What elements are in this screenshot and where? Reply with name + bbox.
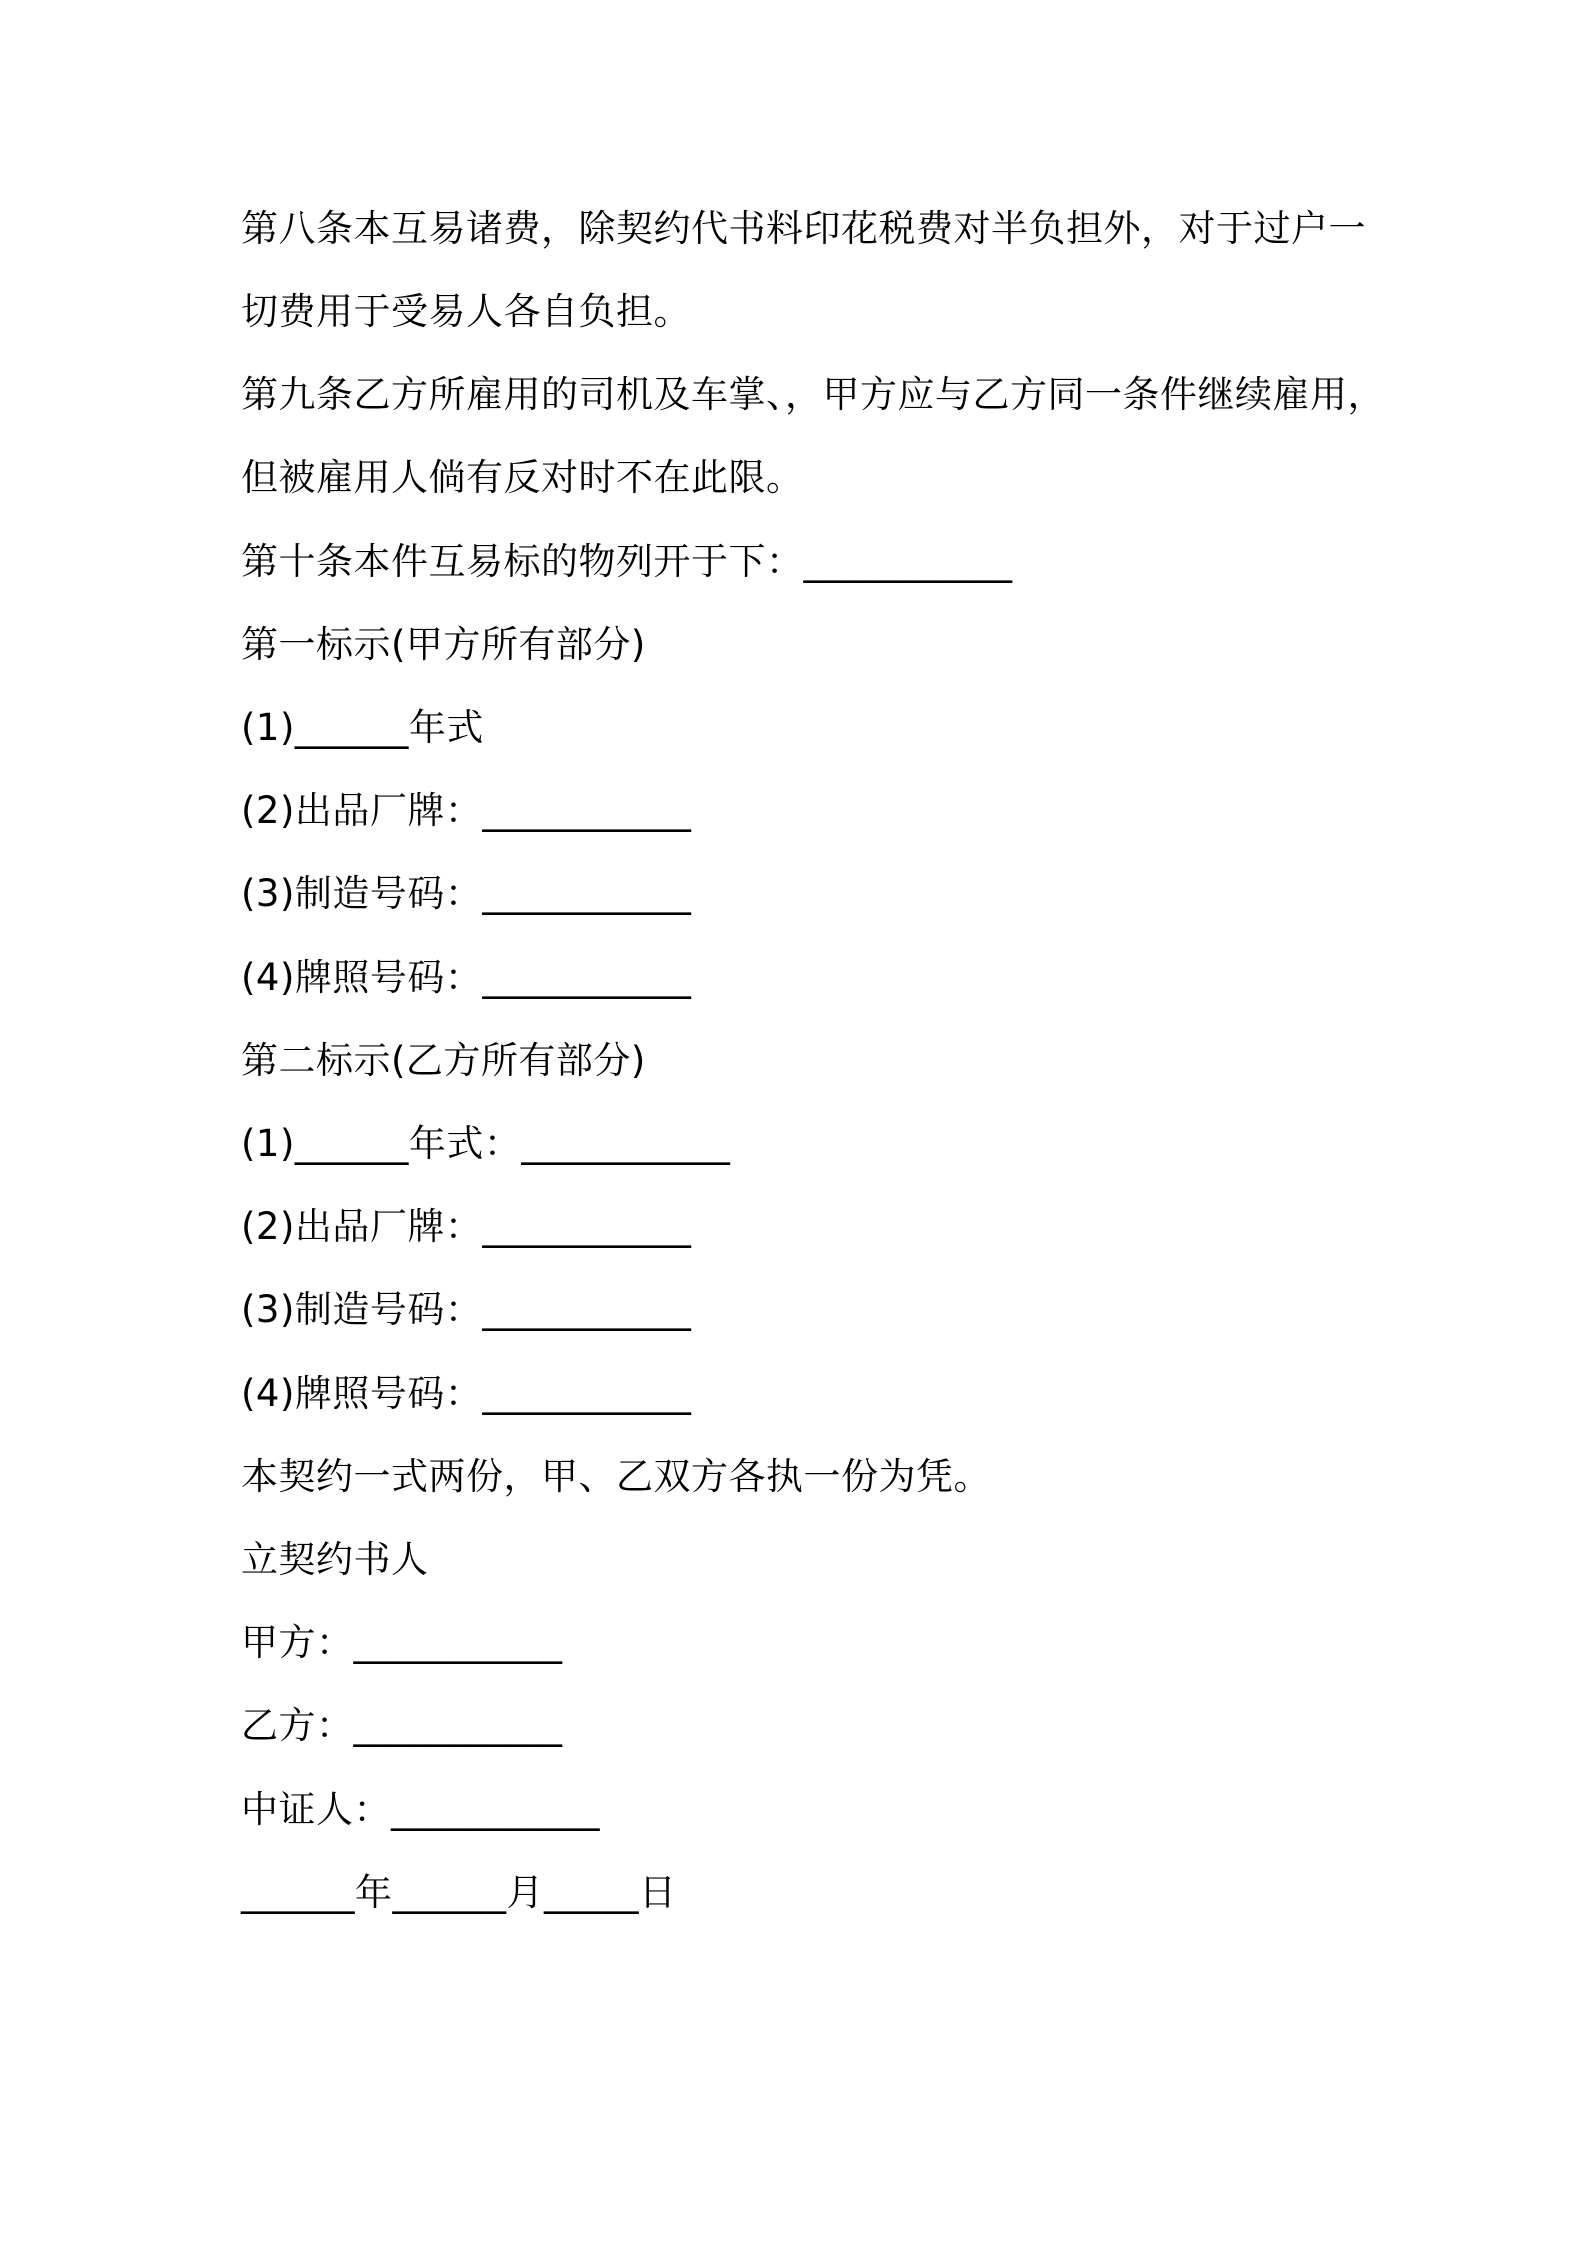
copies-clause: 本契约一式两份，甲、乙双方各执一份为凭。 bbox=[241, 1455, 991, 1498]
second-listing-item-3: (3)制造号码：___________ bbox=[241, 1288, 692, 1331]
article-9-line-2: 但被雇用人倘有反对时不在此限。 bbox=[241, 456, 804, 499]
first-listing-item-1: (1)______年式 bbox=[241, 706, 484, 749]
first-listing-item-4: (4)牌照号码：___________ bbox=[241, 956, 692, 999]
party-b-signature-line: 乙方：___________ bbox=[241, 1704, 563, 1747]
first-listing-item-3: (3)制造号码：___________ bbox=[241, 872, 692, 915]
first-listing-item-2: (2)出品厂牌：___________ bbox=[241, 789, 692, 832]
second-listing-item-4: (4)牌照号码：___________ bbox=[241, 1372, 692, 1415]
date-line: ______年______月_____日 bbox=[241, 1871, 677, 1914]
party-a-signature-line: 甲方：___________ bbox=[241, 1621, 563, 1664]
second-listing-item-2: (2)出品厂牌：___________ bbox=[241, 1205, 692, 1248]
witness-signature-line: 中证人：___________ bbox=[241, 1788, 600, 1831]
article-9-line-1: 第九条乙方所雇用的司机及车掌、，甲方应与乙方同一条件继续雇用， bbox=[241, 373, 1385, 416]
first-listing-heading: 第一标示(甲方所有部分) bbox=[241, 623, 646, 666]
article-8-line-1: 第八条本互易诸费，除契约代书料印花税费对半负担外，对于过户一 bbox=[241, 207, 1366, 250]
second-listing-item-1: (1)______年式：___________ bbox=[241, 1122, 731, 1165]
signatories-heading: 立契约书人 bbox=[241, 1538, 429, 1581]
article-10-line: 第十条本件互易标的物列开于下：___________ bbox=[241, 540, 1013, 583]
article-8-line-2: 切费用于受易人各自负担。 bbox=[241, 290, 691, 333]
second-listing-heading: 第二标示(乙方所有部分) bbox=[241, 1039, 646, 1082]
